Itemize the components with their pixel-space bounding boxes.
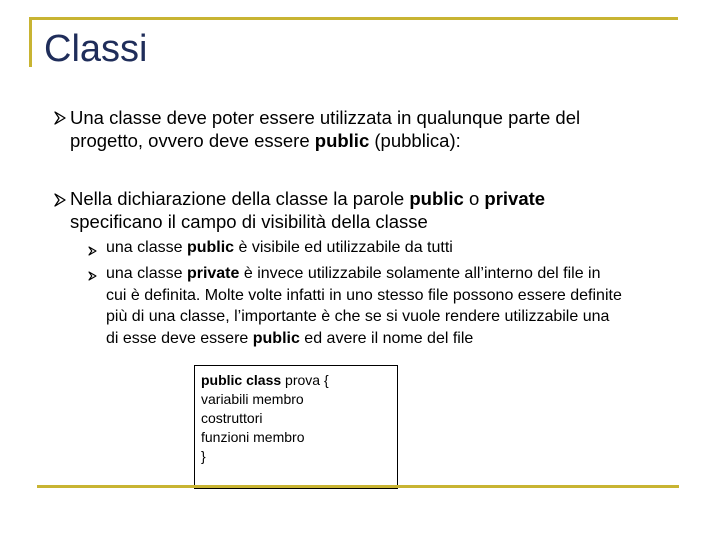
sub-bullet-2-line-1: una classe private è invece utilizzabile solamente all’interno del file in — [106, 265, 601, 282]
bullet-2-text — [70, 187, 670, 233]
arrowhead-bullet-icon — [54, 111, 68, 125]
arrowhead-sub-bullet-icon — [88, 243, 98, 253]
sub-bullet-1-text: una classe public è visibile ed utilizzabile da tutti — [106, 239, 453, 256]
bullet-2-line-1: Nella dichiarazione della classe la parole public o private — [70, 188, 546, 209]
bullet-1-text — [70, 106, 670, 152]
frame-left-line — [29, 17, 32, 67]
code-line-4: funzioni membro — [201, 429, 305, 445]
code-line-3: costruttori — [201, 410, 263, 426]
code-line-5: } — [201, 448, 206, 464]
slide-title: Classi — [44, 28, 148, 70]
sub-bullet-2-line-3: più di una classe, l’importante è che se si vuole rendere utilizzabile una — [106, 308, 610, 325]
code-example-box — [194, 365, 398, 489]
sub-bullet-2-line-4: di esse deve essere public ed avere il nome del file — [106, 329, 474, 347]
arrowhead-bullet-icon — [54, 193, 68, 207]
code-line-2: variabili membro — [201, 391, 304, 407]
bullet-1-line-1: Una classe deve poter essere utilizzata in qualunque parte del — [70, 107, 581, 128]
sub-bullet-2-text — [106, 263, 684, 349]
code-line-1: public class prova { — [201, 372, 329, 388]
sub-bullet-2-line-2: cui è definita. Molte volte infatti in uno stesso file possono essere definite — [106, 286, 622, 304]
frame-bottom-line — [37, 485, 679, 488]
bullet-2-line-2: specificano il campo di visibilità della classe — [70, 211, 428, 232]
bullet-1-line-2: progetto, ovvero deve essere public (pubblica): — [70, 130, 461, 151]
frame-top-line — [29, 17, 678, 20]
arrowhead-sub-bullet-icon — [88, 268, 98, 278]
